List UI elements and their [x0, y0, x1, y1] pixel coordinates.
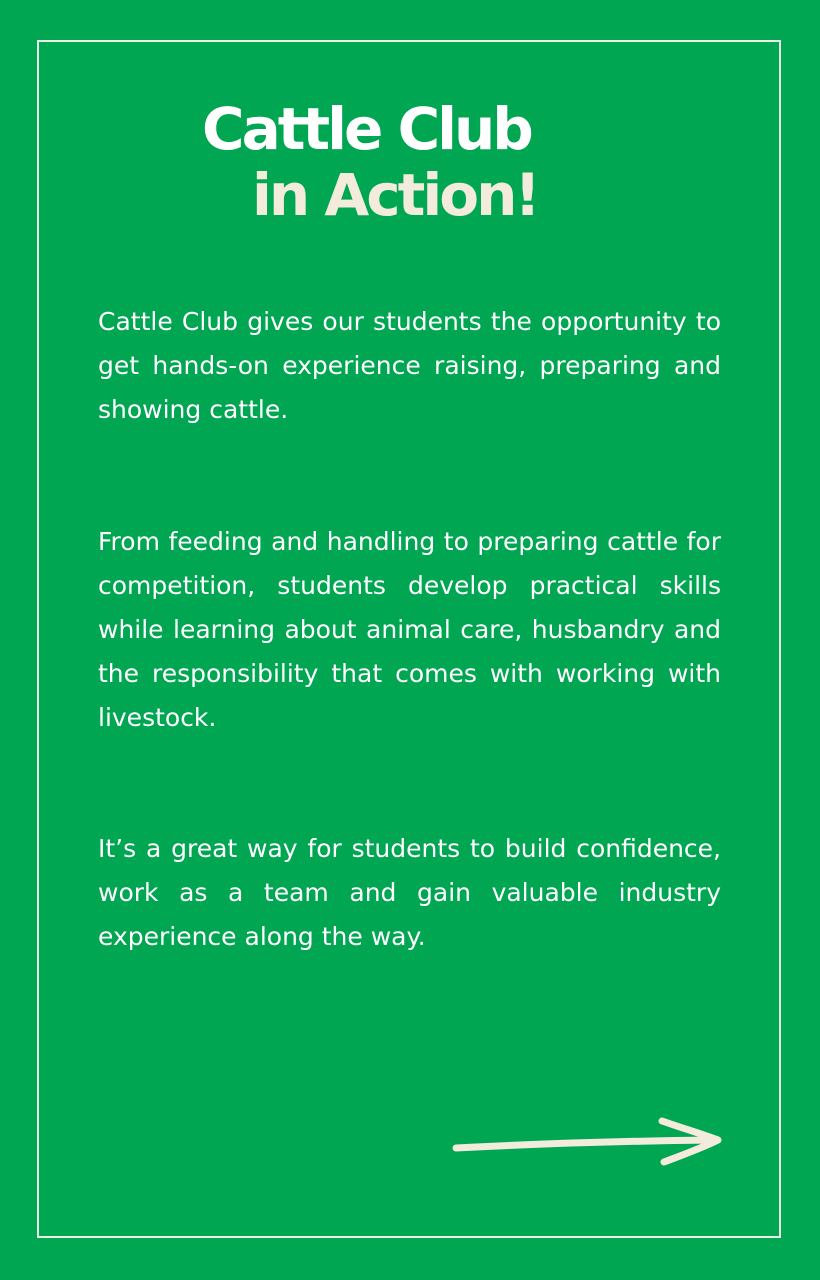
title-line-1: Cattle Club: [202, 95, 531, 163]
paragraph-intro: Cattle Club gives our students the opportunity to get hands-on experience raising, preparing and showing cattle.: [98, 307, 721, 424]
title-line-2: in Action!: [252, 161, 538, 229]
paragraph-skills: From feeding and handling to preparing cattle for competition, students develop practical skills while learning about animal care, husbandry and the responsibility that comes with working with livestock.: [98, 527, 721, 732]
paragraph-benefits: It’s a great way for students to build confidence, work as a team and gain valuable industry experience along the way.: [98, 834, 721, 951]
arrow-right-icon[interactable]: [452, 1116, 724, 1168]
